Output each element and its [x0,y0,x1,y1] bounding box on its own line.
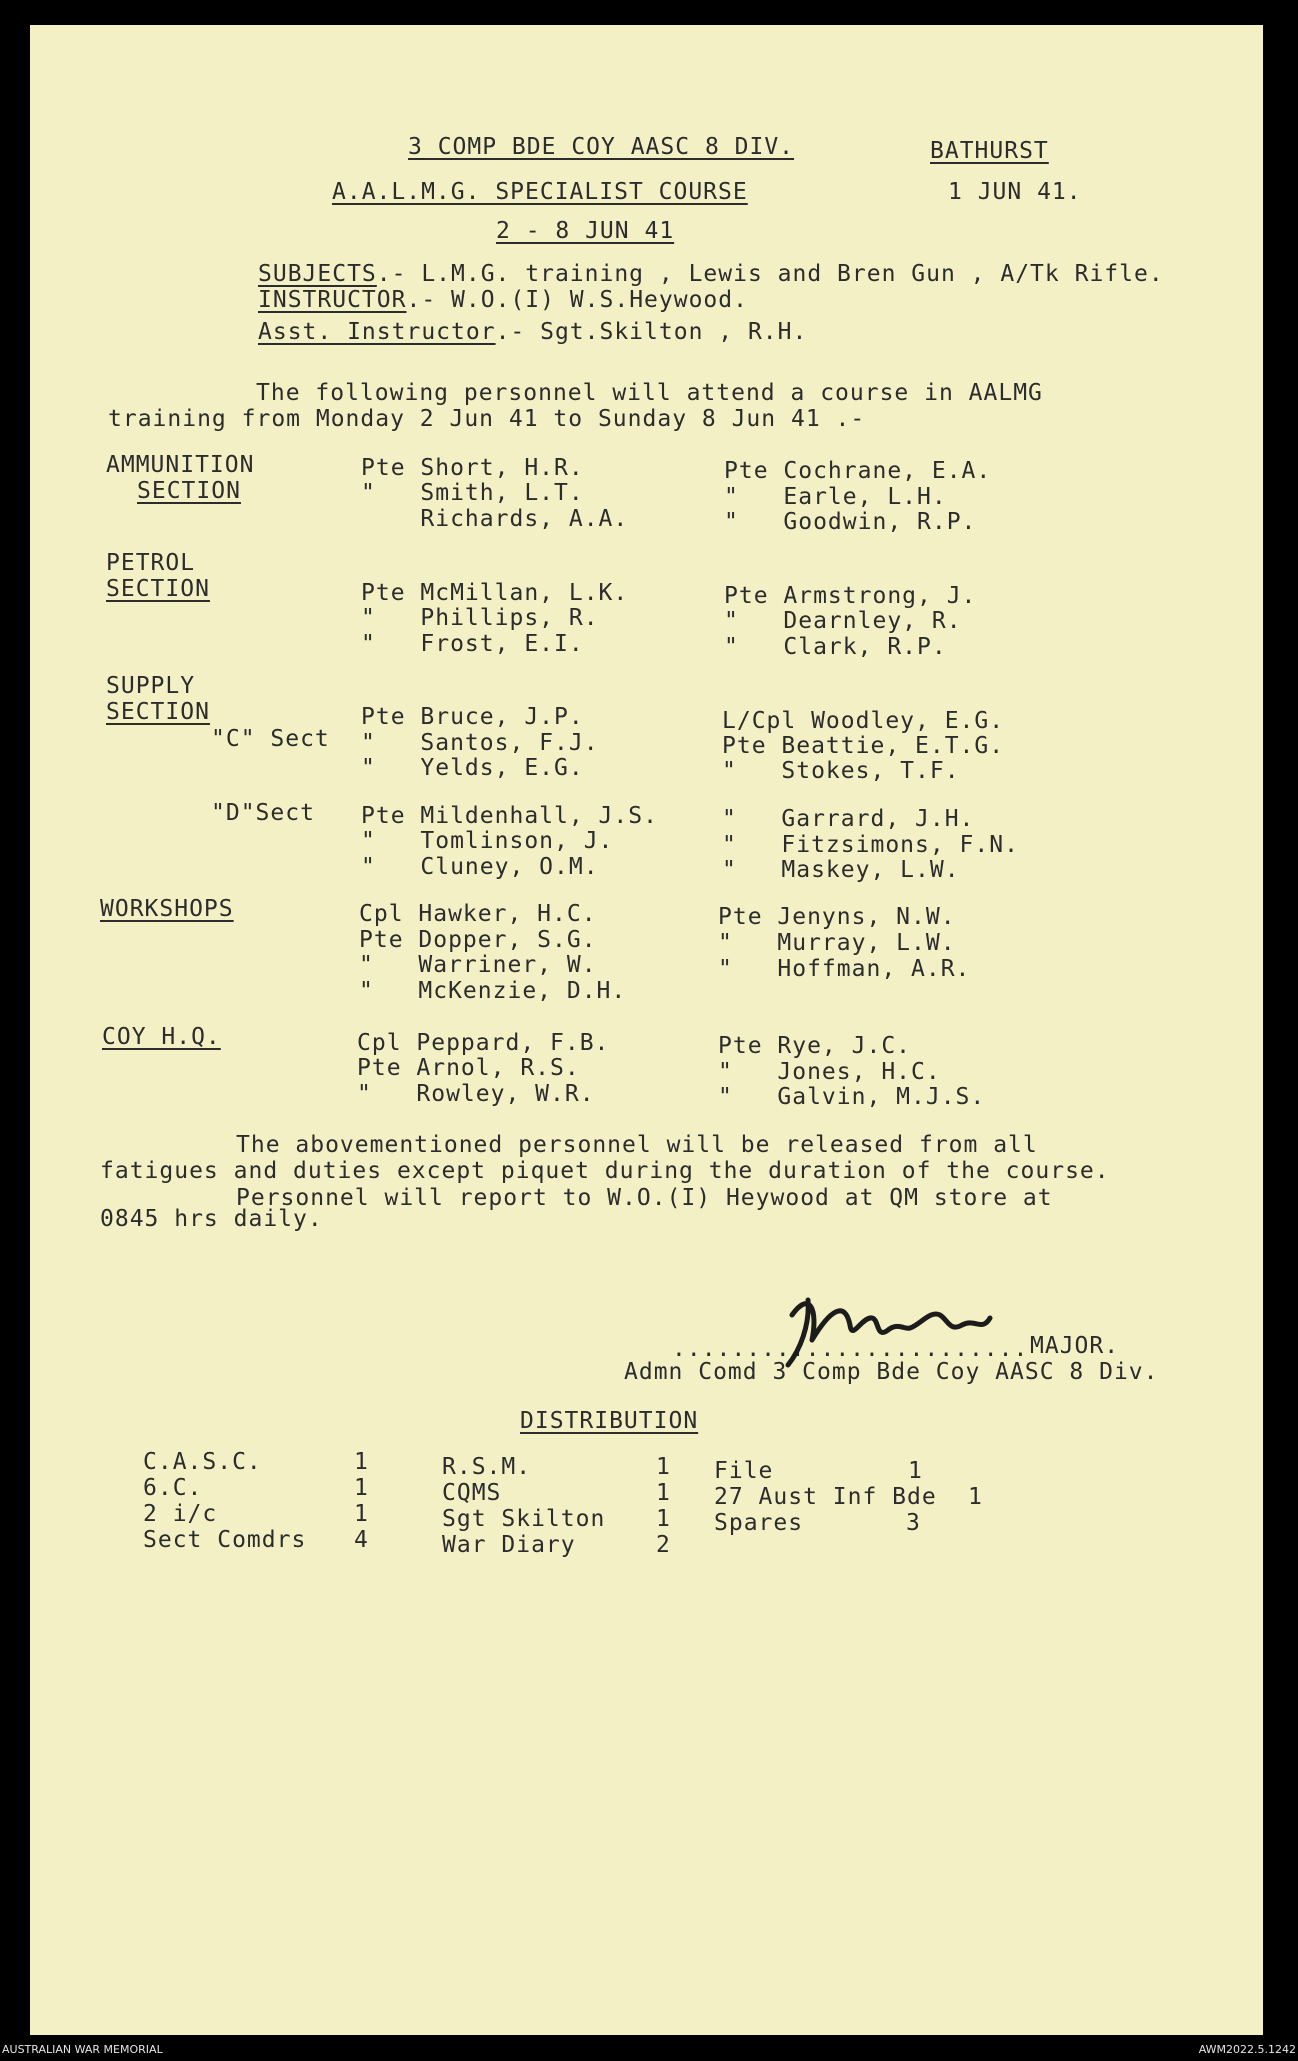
intro-line-1: The following personnel will attend a course in AALMG [256,380,1043,406]
footer-accession-number: AWM2022.5.1242 [1198,2043,1296,2056]
distribution-entry: Spares [714,1510,804,1536]
course-title: A.A.L.M.G. SPECIALIST COURSE [332,179,748,205]
section-label-ammunition: AMMUNITION [106,452,255,478]
distribution-count: 1 [354,1475,369,1501]
distribution-count: 2 [656,1532,671,1558]
personnel-name: Pte Rye, J.C. [718,1033,912,1059]
distribution-entry: R.S.M. [442,1454,532,1480]
distribution-count: 1 [656,1480,671,1506]
personnel-name: Pte Beattie, E.T.G. [722,733,1005,759]
closing-line-1: The abovementioned personnel will be released from all [236,1132,1038,1158]
personnel-name: Cpl Peppard, F.B. [357,1030,610,1056]
distribution-entry: File [714,1458,774,1484]
sub-section-d: "D"Sect [211,800,315,826]
personnel-name: Pte Short, H.R. [361,455,584,481]
distribution-entry: Sect Comdrs [143,1527,307,1553]
personnel-name: Pte Arnol, R.S. [357,1055,580,1081]
personnel-name: " Frost, E.I. [361,631,584,657]
distribution-entry: Sgt Skilton [442,1506,606,1532]
section-label-supply-2: SECTION [106,699,210,725]
distribution-count: 1 [656,1506,671,1532]
personnel-name: " Stokes, T.F. [722,758,960,784]
distribution-entry: C.A.S.C. [143,1449,262,1475]
personnel-name: " Goodwin, R.P. [724,509,977,535]
personnel-name: " Hoffman, A.R. [718,956,971,982]
sub-section-c: "C" Sect [211,726,330,752]
personnel-name: " Fitzsimons, F.N. [722,832,1019,858]
asst-instructor-text: .- Sgt.Skilton , R.H. [495,319,808,345]
personnel-name: " Yelds, E.G. [361,755,584,781]
asst-instructor-line [258,321,807,344]
personnel-name: Richards, A.A. [361,506,629,532]
personnel-name: Pte Dopper, S.G. [359,927,597,953]
personnel-name: Cpl Hawker, H.C. [359,901,597,927]
personnel-name: " Maskey, L.W. [722,857,960,883]
personnel-name: Pte Bruce, J.P. [361,704,584,730]
personnel-name: " Jones, H.C. [718,1059,941,1085]
section-label-coy-hq: COY H.Q. [102,1024,221,1050]
personnel-name: " Smith, L.T. [361,480,584,506]
distribution-count: 1 [354,1501,369,1527]
distribution-entry: CQMS [442,1480,502,1506]
section-label-ammunition-2: SECTION [137,478,241,504]
instructor-line [258,289,748,312]
asst-instructor-label: Asst. Instructor [258,319,496,345]
document-date: 1 JUN 41. [948,179,1082,205]
personnel-name: " Murray, L.W. [718,930,956,956]
distribution-entry: 6.C. [143,1475,203,1501]
distribution-count: 3 [906,1510,921,1536]
personnel-name: " McKenzie, D.H. [359,978,627,1004]
personnel-name: Pte Mildenhall, J.S. [361,803,658,829]
personnel-name: " Santos, F.J. [361,730,599,756]
distribution-entry: War Diary [442,1532,576,1558]
personnel-name: " Tomlinson, J. [361,828,614,854]
personnel-name: L/Cpl Woodley, E.G. [722,708,1005,734]
personnel-name: " Galvin, M.J.S. [718,1084,986,1110]
distribution-entry: 2 i/c [143,1501,218,1527]
intro-line-2: training from Monday 2 Jun 41 to Sunday 8 Jun 41 .- [108,406,866,432]
personnel-name: " Clark, R.P. [724,634,947,660]
personnel-name: Pte Jenyns, N.W. [718,904,956,930]
personnel-name: " Warriner, W. [359,952,597,978]
subjects-text: .- L.M.G. training , Lewis and Bren Gun , A/Tk Rifle. [376,261,1164,287]
distribution-count: 1 [656,1454,671,1480]
personnel-name: " Garrard, J.H. [722,806,975,832]
closing-line-3: Personnel will report to W.O.(I) Heywood at QM store at [236,1185,1053,1211]
closing-line-4: 0845 hrs daily. [100,1206,323,1232]
signature-title: Admn Comd 3 Comp Bde Coy AASC 8 Div. [624,1359,1159,1385]
personnel-name: " Dearnley, R. [724,608,962,634]
distribution-entry: 27 Aust Inf Bde [714,1484,937,1510]
location: BATHURST [930,138,1049,164]
distribution-count: 1 [354,1449,369,1475]
distribution-count: 1 [908,1458,923,1484]
section-label-petrol-2: SECTION [106,576,210,602]
instructor-text: .- W.O.(I) W.S.Heywood. [406,287,748,313]
subjects-label: SUBJECTS [258,261,377,287]
personnel-name: " Phillips, R. [361,605,599,631]
personnel-name: Pte Armstrong, J. [724,583,977,609]
distribution-count: 4 [354,1527,369,1553]
unit-heading: 3 COMP BDE COY AASC 8 DIV. [408,134,795,160]
section-label-petrol: PETROL [106,550,196,576]
personnel-name: " Earle, L.H. [724,484,947,510]
signature-rank: MAJOR. [1030,1333,1120,1359]
personnel-name: " Rowley, W.R. [357,1081,595,1107]
distribution-count: 1 [968,1484,983,1510]
closing-line-2: fatigues and duties except piquet during the duration of the course. [100,1158,1110,1184]
footer-credit: AUSTRALIAN WAR MEMORIAL [2,2043,163,2056]
section-label-workshops: WORKSHOPS [100,896,234,922]
distribution-heading: DISTRIBUTION [520,1408,699,1434]
course-dates: 2 - 8 JUN 41 [496,218,675,244]
signature-dots: ........................ [672,1336,1029,1362]
subjects-line [258,263,1164,286]
instructor-label: INSTRUCTOR [258,287,407,313]
personnel-name: " Cluney, O.M. [361,854,599,880]
personnel-name: Pte Cochrane, E.A. [724,458,992,484]
personnel-name: Pte McMillan, L.K. [361,580,629,606]
section-label-supply: SUPPLY [106,673,196,699]
